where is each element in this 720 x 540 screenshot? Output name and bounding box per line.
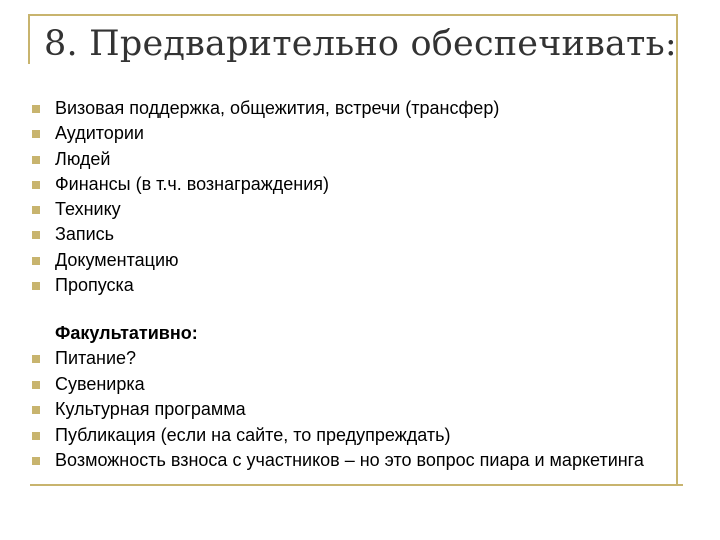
list-item [30, 423, 670, 448]
square-bullet-icon [32, 282, 40, 290]
list-item-text: Сувенирка [55, 373, 145, 394]
slide-title: 8. Предварительно обеспечивать: [44, 24, 677, 64]
left-rule [28, 14, 30, 64]
list-item [30, 273, 499, 298]
required-list [30, 96, 499, 298]
square-bullet-icon [32, 406, 40, 414]
optional-section [30, 321, 670, 473]
list-item [30, 448, 670, 473]
square-bullet-icon [32, 105, 40, 113]
top-rule [28, 14, 678, 16]
square-bullet-icon [32, 355, 40, 363]
list-item-text: Возможность взноса с участников – но это вопрос пиара и маркетинга [55, 450, 644, 471]
list-item [30, 346, 670, 371]
list-item [30, 397, 670, 422]
list-item-text: Публикация (если на сайте, то предупреждать) [55, 424, 451, 445]
square-bullet-icon [32, 457, 40, 465]
list-item-text: Финансы (в т.ч. вознаграждения) [55, 173, 330, 194]
square-bullet-icon [32, 381, 40, 389]
list-item-text: Аудитории [55, 123, 144, 144]
square-bullet-icon [32, 130, 40, 138]
list-item-text: Документацию [55, 249, 179, 270]
list-item-text: Технику [55, 199, 121, 220]
list-item-text: Запись [55, 224, 115, 245]
list-item [30, 121, 499, 146]
list-item [30, 147, 499, 172]
square-bullet-icon [32, 257, 40, 265]
list-item-text: Визовая поддержка, общежития, встречи (трансфер) [55, 98, 500, 118]
bottom-rule [30, 484, 683, 486]
list-item [30, 172, 499, 197]
optional-heading: Факультативно: [55, 323, 198, 343]
square-bullet-icon [32, 156, 40, 164]
list-item [30, 96, 499, 121]
square-bullet-icon [32, 181, 40, 189]
square-bullet-icon [32, 206, 40, 214]
list-item-text: Питание? [55, 348, 137, 369]
list-item-text: Пропуска [55, 275, 134, 296]
list-item [30, 372, 670, 397]
list-item [30, 197, 499, 222]
right-rule [676, 14, 678, 484]
square-bullet-icon [32, 432, 40, 440]
square-bullet-icon [32, 231, 40, 239]
list-item-text: Людей [55, 148, 111, 169]
list-item-text: Культурная программа [55, 399, 246, 420]
list-item [30, 222, 499, 247]
list-item [30, 248, 499, 273]
